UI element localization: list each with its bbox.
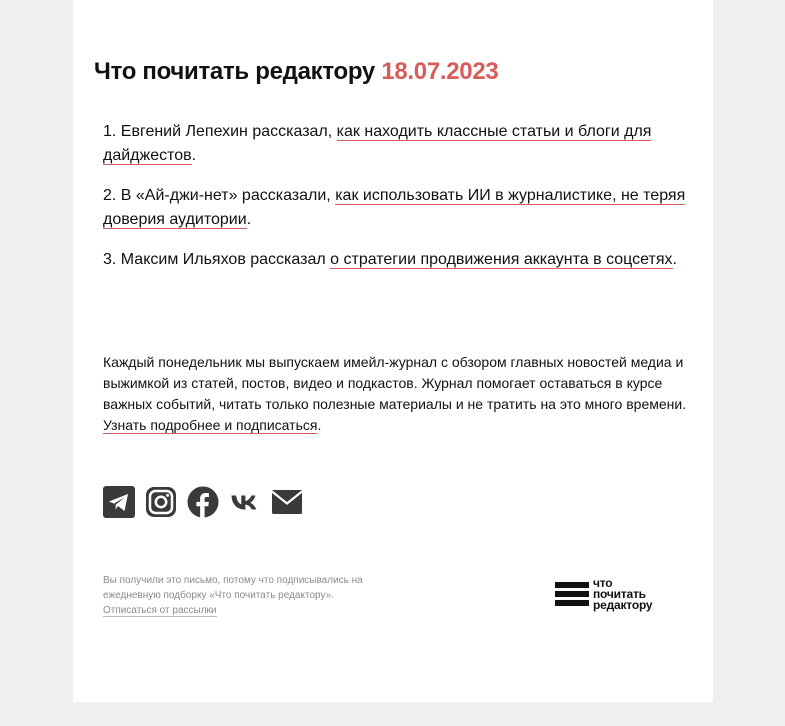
logo-wordmark xyxy=(593,575,653,612)
instagram-icon[interactable] xyxy=(145,486,177,518)
email-icon[interactable] xyxy=(271,486,303,518)
item-text: 3. Максим Ильяхов рассказал xyxy=(103,251,331,268)
email-card xyxy=(73,0,713,702)
article-link-2[interactable]: как использовать ИИ в журналистике, не теряя доверия аудитории xyxy=(103,187,686,228)
list-item xyxy=(103,248,693,272)
item-suffix: . xyxy=(246,211,252,228)
about-text: Каждый понедельник мы выпускаем имейл-журнал с обзором главных новостей медиа и выжимкой из статей, постов, видео и подкастов. Журнал помогает оставаться в курсе важных событий, читать только полезные материалы и не тратить на это много времени. xyxy=(103,354,687,412)
vk-icon[interactable] xyxy=(229,486,261,518)
title-text: Что почитать редактору xyxy=(94,58,375,85)
article-link-1[interactable]: как находить классные статьи и блоги для дайджестов xyxy=(103,123,652,164)
issue-date: 18.07.2023 xyxy=(381,58,499,85)
logo-line: что xyxy=(593,575,613,590)
social-links xyxy=(103,486,303,518)
logo-line: почитать xyxy=(593,586,646,601)
footer-text: Вы получили это письмо, потому что подписывались на ежедневную подборку «Что почитать редактору». xyxy=(103,575,363,601)
article-list xyxy=(103,120,693,288)
page-title xyxy=(94,58,498,86)
about-suffix: . xyxy=(317,417,322,433)
item-text: 1. Евгений Лепехин рассказал, xyxy=(103,123,337,140)
list-item xyxy=(103,184,693,232)
unsubscribe-link[interactable]: Отписаться от рассылки xyxy=(103,605,217,616)
logo-line: редактору xyxy=(593,597,653,612)
about-paragraph xyxy=(103,352,693,436)
subscribe-link[interactable]: Узнать подробнее и подписаться xyxy=(103,417,318,433)
item-suffix: . xyxy=(672,251,677,268)
article-link-3[interactable]: о стратегии продвижения аккаунта в соцсетях xyxy=(330,251,673,268)
footer-note xyxy=(103,573,393,618)
list-item xyxy=(103,120,693,168)
item-text: 2. В «Ай-джи-нет» рассказали, xyxy=(103,187,336,204)
facebook-icon[interactable] xyxy=(187,486,219,518)
item-suffix: . xyxy=(191,147,197,164)
brand-logo xyxy=(555,576,685,612)
telegram-icon[interactable] xyxy=(103,486,135,518)
logo-bars-icon xyxy=(555,582,589,606)
